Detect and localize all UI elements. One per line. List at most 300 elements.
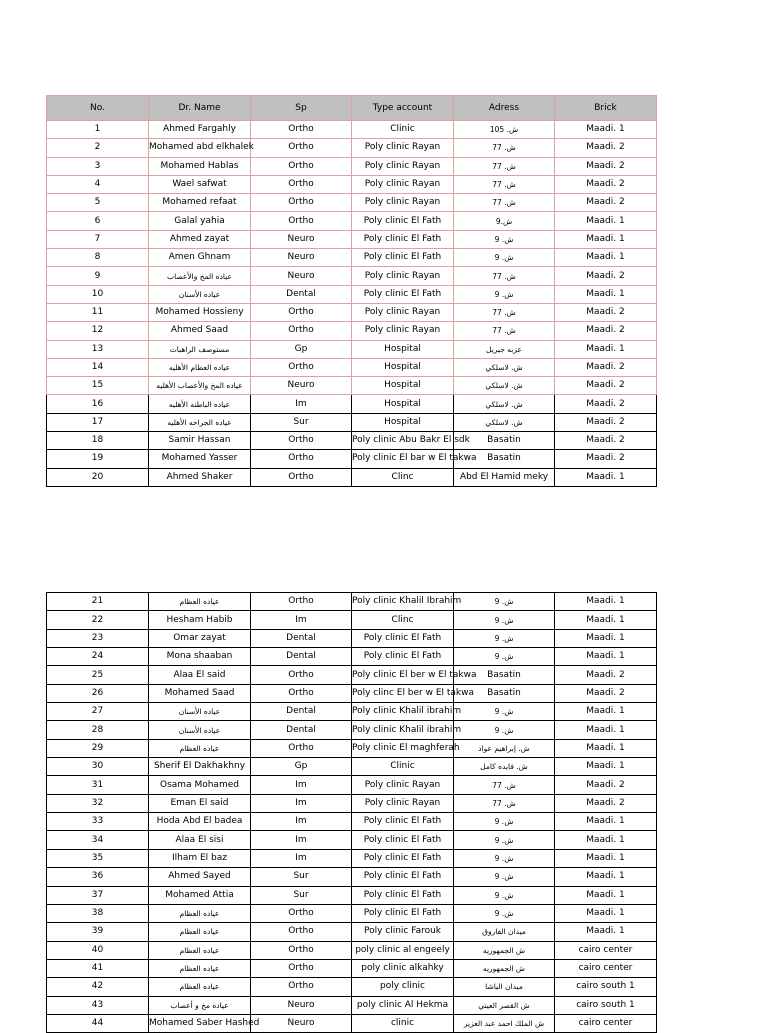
cell-brick: Maadi. 2 [555,776,657,794]
cell-type-account: Poly clinic El Fath [352,249,454,267]
table-row [47,377,657,395]
table-row [47,303,657,321]
cell-no: 14 [47,358,149,376]
cell-sp: Im [251,813,352,831]
cell-dr-name: عياده الأسنان [149,721,251,739]
cell-dr-name: Wael safwat [149,175,251,193]
cell-dr-name: Mohamed abd elkhalek [149,139,251,157]
table-row [47,340,657,358]
table-row [47,413,657,431]
cell-no: 4 [47,175,149,193]
cell-sp: Ortho [251,468,352,486]
cell-no: 17 [47,413,149,431]
table-row [47,868,657,886]
cell-type-account: Poly clinc El ber w El takwa [352,684,454,702]
table-row [47,322,657,340]
cell-adress: عزبه جبريل [454,340,555,358]
cell-dr-name: Mohamed Saber Hashed [149,1014,251,1032]
cell-adress: ش. 9 [454,886,555,904]
cell-adress: ش. إبراهيم عواد [454,739,555,757]
cell-brick: Maadi. 2 [555,303,657,321]
cell-brick: Maadi. 2 [555,322,657,340]
cell-dr-name: Hoda Abd El badea [149,813,251,831]
cell-brick: Maadi. 1 [555,721,657,739]
cell-dr-name: عياده المخ والأعصاب [149,267,251,285]
cell-sp: Neuro [251,377,352,395]
header-dr-name: Dr. Name [149,96,251,121]
cell-adress: ش القصر العيني [454,996,555,1014]
cell-brick: Maadi. 2 [555,194,657,212]
cell-dr-name: Sherif El Dakhakhny [149,758,251,776]
cell-no: 31 [47,776,149,794]
cell-adress: ش. 9 [454,904,555,922]
table-row [47,831,657,849]
cell-sp: Sur [251,413,352,431]
cell-brick: Maadi. 2 [555,794,657,812]
cell-type-account: Poly clinic Rayan [352,267,454,285]
cell-dr-name: Ahmed zayat [149,230,251,248]
cell-brick: Maadi. 1 [555,212,657,230]
cell-brick: Maadi. 1 [555,611,657,629]
cell-type-account: Poly clinic El Fath [352,849,454,867]
table-row [47,941,657,959]
cell-sp: Ortho [251,666,352,684]
cell-brick: Maadi. 2 [555,377,657,395]
table-row [47,776,657,794]
cell-sp: Ortho [251,684,352,702]
table-row [47,904,657,922]
cell-sp: Sur [251,868,352,886]
cell-sp: Dental [251,629,352,647]
cell-adress: ش. 9 [454,593,555,611]
cell-brick: Maadi. 1 [555,849,657,867]
cell-brick: Maadi. 1 [555,923,657,941]
cell-type-account: Poly clinic Rayan [352,776,454,794]
cell-adress: ش الملك احمد عبد العزيز [454,1014,555,1032]
table-row [47,959,657,977]
cell-dr-name: عياده مخ و أعصاب [149,996,251,1014]
cell-dr-name: Mohamed Hossieny [149,303,251,321]
table-row [47,813,657,831]
cell-brick: Maadi. 1 [555,886,657,904]
table-row [47,849,657,867]
cell-adress: ش. 77 [454,776,555,794]
cell-brick: Maadi. 2 [555,157,657,175]
doctor-table-2 [46,592,657,1033]
cell-adress: ميدان الفاروق [454,923,555,941]
cell-no: 11 [47,303,149,321]
table-row [47,285,657,303]
cell-sp: Dental [251,285,352,303]
cell-no: 22 [47,611,149,629]
cell-sp: Im [251,611,352,629]
cell-sp: Ortho [251,593,352,611]
cell-no: 5 [47,194,149,212]
table-row [47,923,657,941]
table-row [47,721,657,739]
cell-no: 18 [47,432,149,450]
cell-sp: Ortho [251,194,352,212]
cell-sp: Ortho [251,978,352,996]
table-row [47,157,657,175]
cell-type-account: Poly clinic Abu Bakr El sdk [352,432,454,450]
cell-no: 3 [47,157,149,175]
cell-sp: Ortho [251,322,352,340]
cell-brick: Maadi. 2 [555,175,657,193]
cell-brick: Maadi. 2 [555,432,657,450]
cell-brick: Maadi. 1 [555,904,657,922]
cell-no: 42 [47,978,149,996]
cell-sp: Ortho [251,157,352,175]
cell-type-account: poly clinic [352,978,454,996]
cell-dr-name: Mohamed Hablas [149,157,251,175]
cell-brick: cairo center [555,941,657,959]
table-row [47,794,657,812]
cell-type-account: Clinic [352,758,454,776]
cell-no: 15 [47,377,149,395]
table-row [47,432,657,450]
cell-dr-name: عياده المخ والأعصاب الأهليه [149,377,251,395]
cell-brick: Maadi. 2 [555,358,657,376]
cell-brick: Maadi. 1 [555,230,657,248]
cell-type-account: Clinic [352,121,454,139]
cell-adress: ش. 77 [454,794,555,812]
cell-type-account: Poly clinic El Fath [352,868,454,886]
cell-adress: ش. 9 [454,831,555,849]
cell-no: 26 [47,684,149,702]
cell-type-account: Poly clinic Khalil ibrahim [352,703,454,721]
cell-no: 34 [47,831,149,849]
cell-dr-name: عياده الأسنان [149,285,251,303]
cell-type-account: Poly clinic El Fath [352,886,454,904]
cell-adress: ش. لاسلكي [454,395,555,413]
cell-type-account: Poly clinic El Fath [352,648,454,666]
table-row [47,593,657,611]
cell-type-account: poly clinic al engeely [352,941,454,959]
cell-sp: Neuro [251,230,352,248]
table-row [47,684,657,702]
cell-adress: ش. فايده كامل [454,758,555,776]
cell-type-account: Hospital [352,377,454,395]
cell-type-account: Poly clinic Khalil ibrahim [352,721,454,739]
table-row [47,194,657,212]
cell-type-account: Hospital [352,395,454,413]
cell-adress: ش. 77 [454,175,555,193]
cell-sp: Ortho [251,303,352,321]
cell-sp: Im [251,395,352,413]
table-row [47,230,657,248]
cell-adress: ش. 77 [454,267,555,285]
cell-dr-name: Hesham Habib [149,611,251,629]
cell-type-account: Clinc [352,611,454,629]
cell-type-account: Clinc [352,468,454,486]
cell-no: 28 [47,721,149,739]
cell-type-account: Poly clinic Rayan [352,175,454,193]
cell-dr-name: عياده الأسنان [149,703,251,721]
cell-type-account: Poly clinic El Fath [352,831,454,849]
table-row [47,978,657,996]
table-row [47,611,657,629]
cell-brick: cairo south 1 [555,978,657,996]
table-row [47,395,657,413]
cell-type-account: Poly clinic El bar w El takwa [352,450,454,468]
table-row [47,648,657,666]
header-brick: Brick [555,96,657,121]
cell-adress: ش. 9 [454,703,555,721]
table-row [47,249,657,267]
cell-brick: Maadi. 2 [555,413,657,431]
cell-type-account: Poly clinic El Fath [352,212,454,230]
cell-no: 37 [47,886,149,904]
cell-type-account: Poly clinic El Fath [352,285,454,303]
table-row [47,358,657,376]
cell-no: 8 [47,249,149,267]
table-row [47,1014,657,1032]
cell-brick: Maadi. 1 [555,249,657,267]
cell-dr-name: Alaa El said [149,666,251,684]
cell-type-account: Poly clinic El Fath [352,230,454,248]
cell-sp: Sur [251,886,352,904]
cell-adress: ش. 9 [454,249,555,267]
cell-brick: cairo center [555,1014,657,1032]
table-row [47,175,657,193]
cell-no: 44 [47,1014,149,1032]
cell-adress: ش. لاسلكي [454,413,555,431]
cell-dr-name: Mohamed Attia [149,886,251,904]
cell-type-account: Hospital [352,413,454,431]
cell-adress: ش. 105 [454,121,555,139]
cell-no: 16 [47,395,149,413]
cell-sp: Ortho [251,959,352,977]
cell-no: 6 [47,212,149,230]
cell-sp: Ortho [251,139,352,157]
header-row [47,96,657,121]
cell-sp: Neuro [251,267,352,285]
cell-no: 29 [47,739,149,757]
cell-type-account: Hospital [352,340,454,358]
cell-no: 2 [47,139,149,157]
table-row [47,468,657,486]
cell-no: 27 [47,703,149,721]
cell-brick: Maadi. 1 [555,703,657,721]
cell-sp: Ortho [251,904,352,922]
cell-type-account: Poly clinic El Fath [352,629,454,647]
cell-dr-name: Samir Hassan [149,432,251,450]
cell-dr-name: Osama Mohamed [149,776,251,794]
cell-no: 32 [47,794,149,812]
cell-sp: Neuro [251,1014,352,1032]
cell-sp: Gp [251,340,352,358]
cell-brick: Maadi. 1 [555,831,657,849]
table-1-body [47,121,657,487]
cell-adress: ش.9 [454,212,555,230]
cell-type-account: Poly clinic El Fath [352,904,454,922]
cell-adress: ش الجمهوريه [454,959,555,977]
cell-brick: Maadi. 2 [555,267,657,285]
cell-no: 20 [47,468,149,486]
doctor-table-1 [46,95,657,487]
cell-sp: Im [251,776,352,794]
cell-no: 38 [47,904,149,922]
cell-type-account: Poly clinic El ber w El takwa [352,666,454,684]
cell-brick: Maadi. 2 [555,666,657,684]
cell-adress: ش. 9 [454,648,555,666]
cell-dr-name: Mohamed Yasser [149,450,251,468]
cell-no: 23 [47,629,149,647]
cell-brick: Maadi. 2 [555,450,657,468]
cell-no: 24 [47,648,149,666]
table-2-body [47,593,657,1033]
cell-adress: ش. 77 [454,322,555,340]
cell-brick: Maadi. 2 [555,684,657,702]
cell-dr-name: Ahmed Fargahly [149,121,251,139]
cell-adress: ش. 9 [454,285,555,303]
cell-no: 25 [47,666,149,684]
cell-dr-name: Ahmed Shaker [149,468,251,486]
cell-type-account: Poly clinic El maghferah [352,739,454,757]
cell-dr-name: Ahmed Saad [149,322,251,340]
cell-brick: Maadi. 1 [555,758,657,776]
cell-brick: Maadi. 2 [555,139,657,157]
table-row [47,267,657,285]
cell-no: 41 [47,959,149,977]
cell-dr-name: Amen Ghnam [149,249,251,267]
header-adress: Adress [454,96,555,121]
cell-sp: Ortho [251,450,352,468]
cell-brick: Maadi. 1 [555,468,657,486]
cell-adress: ش. 9 [454,629,555,647]
cell-no: 39 [47,923,149,941]
cell-sp: Ortho [251,923,352,941]
cell-brick: Maadi. 1 [555,648,657,666]
cell-dr-name: عياده العظام [149,923,251,941]
cell-brick: Maadi. 1 [555,813,657,831]
cell-dr-name: عياده العظام [149,941,251,959]
cell-dr-name: عياده الجراحه الأهليه [149,413,251,431]
cell-type-account: Poly clinic Khalil Ibrahim [352,593,454,611]
cell-brick: Maadi. 1 [555,739,657,757]
cell-no: 7 [47,230,149,248]
cell-adress: Basatin [454,684,555,702]
cell-type-account: poly clinic alkahky [352,959,454,977]
table-row [47,212,657,230]
cell-adress: ش. لاسلكي [454,377,555,395]
cell-sp: Ortho [251,941,352,959]
table-row [47,139,657,157]
cell-sp: Dental [251,721,352,739]
table-row [47,450,657,468]
cell-no: 10 [47,285,149,303]
cell-adress: ش. لاسلكي [454,358,555,376]
cell-type-account: Poly clinic Rayan [352,194,454,212]
cell-adress: ش. 77 [454,139,555,157]
cell-sp: Gp [251,758,352,776]
cell-sp: Dental [251,703,352,721]
cell-no: 21 [47,593,149,611]
cell-type-account: Poly clinic Rayan [352,303,454,321]
cell-brick: Maadi. 1 [555,593,657,611]
cell-type-account: Hospital [352,358,454,376]
cell-dr-name: مستوصف الراهبات [149,340,251,358]
cell-type-account: Poly clinic Farouk [352,923,454,941]
cell-dr-name: Eman El said [149,794,251,812]
cell-adress: Abd El Hamid meky [454,468,555,486]
cell-type-account: poly clinic Al Hekma [352,996,454,1014]
cell-dr-name: Mohamed Saad [149,684,251,702]
header-type-account: Type account [352,96,454,121]
cell-adress: ش الجمهوريه [454,941,555,959]
cell-dr-name: Alaa El sisi [149,831,251,849]
cell-no: 12 [47,322,149,340]
cell-no: 33 [47,813,149,831]
cell-brick: Maadi. 1 [555,121,657,139]
cell-type-account: clinic [352,1014,454,1032]
cell-no: 13 [47,340,149,358]
table-row [47,666,657,684]
cell-adress: ش. 9 [454,868,555,886]
cell-type-account: Poly clinic Rayan [352,794,454,812]
table-row [47,121,657,139]
cell-dr-name: Mohamed refaat [149,194,251,212]
cell-adress: ميدان الباشا [454,978,555,996]
cell-adress: Basatin [454,432,555,450]
cell-brick: Maadi. 1 [555,629,657,647]
cell-dr-name: عياده العظام [149,978,251,996]
cell-brick: cairo south 1 [555,996,657,1014]
cell-no: 35 [47,849,149,867]
cell-no: 40 [47,941,149,959]
header-sp: Sp [251,96,352,121]
cell-sp: Im [251,794,352,812]
cell-no: 9 [47,267,149,285]
cell-dr-name: عياده العظام [149,904,251,922]
cell-sp: Dental [251,648,352,666]
cell-sp: Ortho [251,212,352,230]
cell-sp: Ortho [251,739,352,757]
cell-no: 43 [47,996,149,1014]
cell-dr-name: عياده الباطنه الأهليه [149,395,251,413]
cell-adress: ش. 77 [454,194,555,212]
cell-adress: ش. 9 [454,611,555,629]
table-row [47,629,657,647]
cell-sp: Im [251,849,352,867]
table-row [47,758,657,776]
table-row [47,996,657,1014]
cell-sp: Ortho [251,432,352,450]
cell-type-account: Poly clinic El Fath [352,813,454,831]
cell-adress: Basatin [454,450,555,468]
cell-dr-name: Ilham El baz [149,849,251,867]
cell-dr-name: Ahmed Sayed [149,868,251,886]
cell-sp: Im [251,831,352,849]
cell-no: 1 [47,121,149,139]
cell-no: 19 [47,450,149,468]
table-row [47,739,657,757]
cell-dr-name: عياده العظام الأهليه [149,358,251,376]
header-no: No. [47,96,149,121]
cell-adress: Basatin [454,666,555,684]
cell-dr-name: Mona shaaban [149,648,251,666]
cell-brick: Maadi. 2 [555,395,657,413]
cell-dr-name: عياده العظام [149,739,251,757]
cell-adress: ش. 9 [454,721,555,739]
cell-dr-name: Omar zayat [149,629,251,647]
cell-adress: ش. 9 [454,230,555,248]
cell-brick: Maadi. 1 [555,285,657,303]
cell-adress: ش. 77 [454,157,555,175]
cell-brick: Maadi. 1 [555,340,657,358]
cell-sp: Ortho [251,121,352,139]
